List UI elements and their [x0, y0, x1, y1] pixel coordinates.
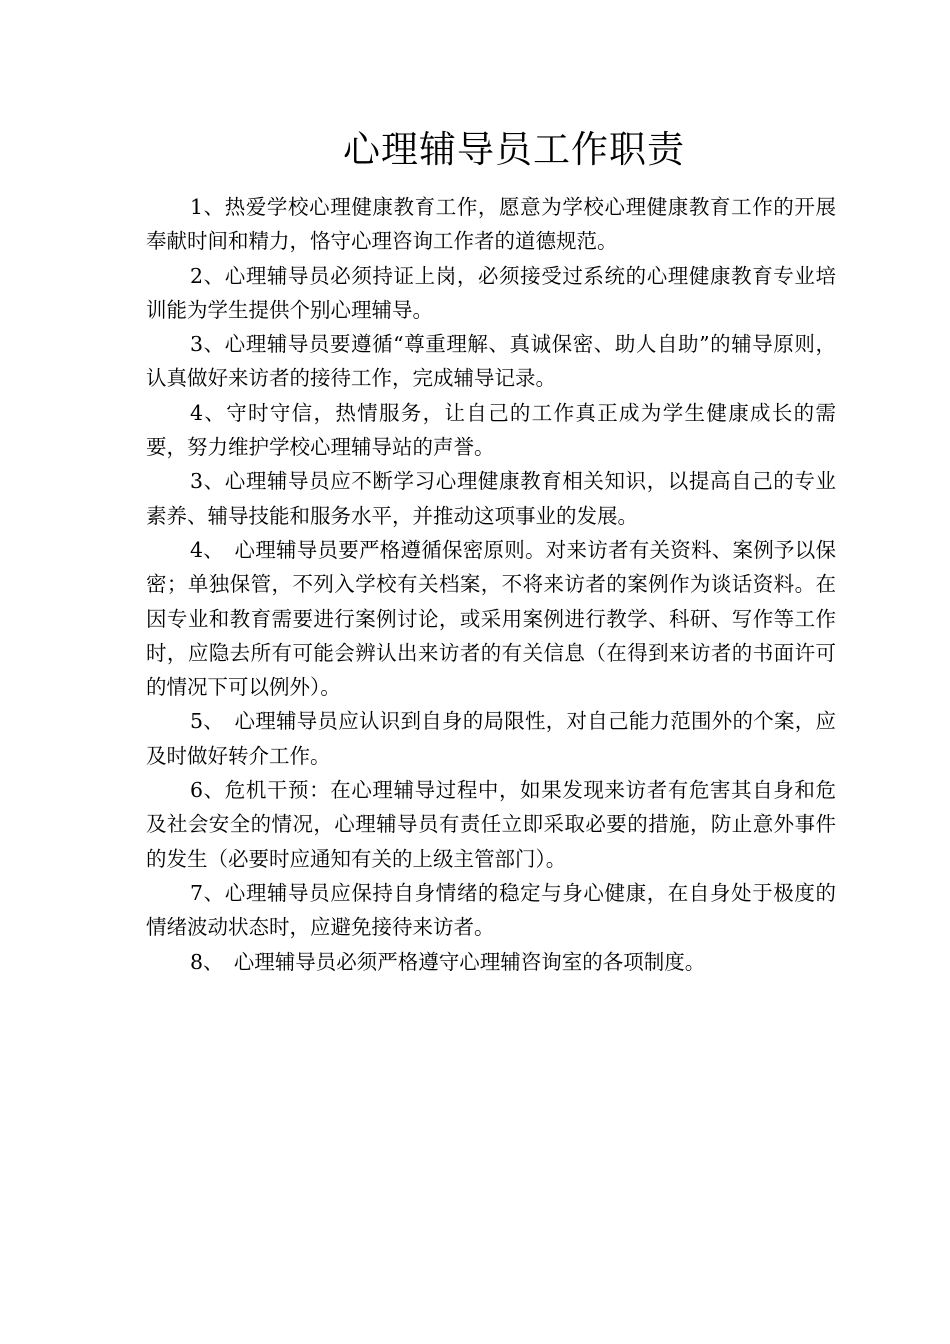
duty-paragraph-8: 6、危机干预：在心理辅导过程中，如果发现来访者有危害其自身和危及社会安全的情况，心理辅导员有责任立即采取必要的措施，防止意外事件的发生（必要时应通知有关的上级主管部门）。: [146, 778, 836, 871]
duty-paragraph-6: 4、 心理辅导员要严格遵循保密原则。对来访者有关资料、案例予以保密；单独保管，不列入学校有关档案，不将来访者的案例作为谈话资料。在因专业和教育需要进行案例讨论，或采用案例进行教学、科研、写作等工作时，应隐去所有可能会辨认出来访者的有关信息（在得到来访者的书面许可的情况下可以例外）。: [146, 537, 836, 700]
document-body: [146, 190, 836, 979]
duty-paragraph-7: 5、 心理辅导员应认识到自身的局限性，对自己能力范围外的个案，应及时做好转介工作。: [146, 709, 836, 768]
duty-paragraph-4: 4、守时守信，热情服务，让自己的工作真正成为学生健康成长的需要，努力维护学校心理辅导站的声誉。: [146, 400, 836, 460]
document-title: 心理辅导员工作职责: [343, 128, 685, 171]
duty-paragraph-5: 3、心理辅导员应不断学习心理健康教育相关知识，以提高自己的专业素养、辅导技能和服务水平，并推动这项事业的发展。: [146, 469, 836, 528]
duty-paragraph-3: 3、心理辅导员要遵循“尊重理解、真诚保密、助人自助”的辅导原则，认真做好来访者的接待工作，完成辅导记录。: [146, 332, 836, 391]
duty-paragraph-2: 2、心理辅导员必须持证上岗，必须接受过系统的心理健康教育专业培训能为学生提供个别心理辅导。: [146, 263, 836, 322]
duty-paragraph-10: 8、 心理辅导员必须严格遵守心理辅咨询室的各项制度。: [190, 949, 706, 974]
duty-paragraph-1: 1、热爱学校心理健康教育工作，愿意为学校心理健康教育工作的开展奉献时间和精力，恪守心理咨询工作者的道德规范。: [146, 195, 836, 254]
duty-paragraph-9: 7、心理辅导员应保持自身情绪的稳定与身心健康，在自身处于极度的情绪波动状态时，应避免接待来访者。: [146, 880, 836, 940]
